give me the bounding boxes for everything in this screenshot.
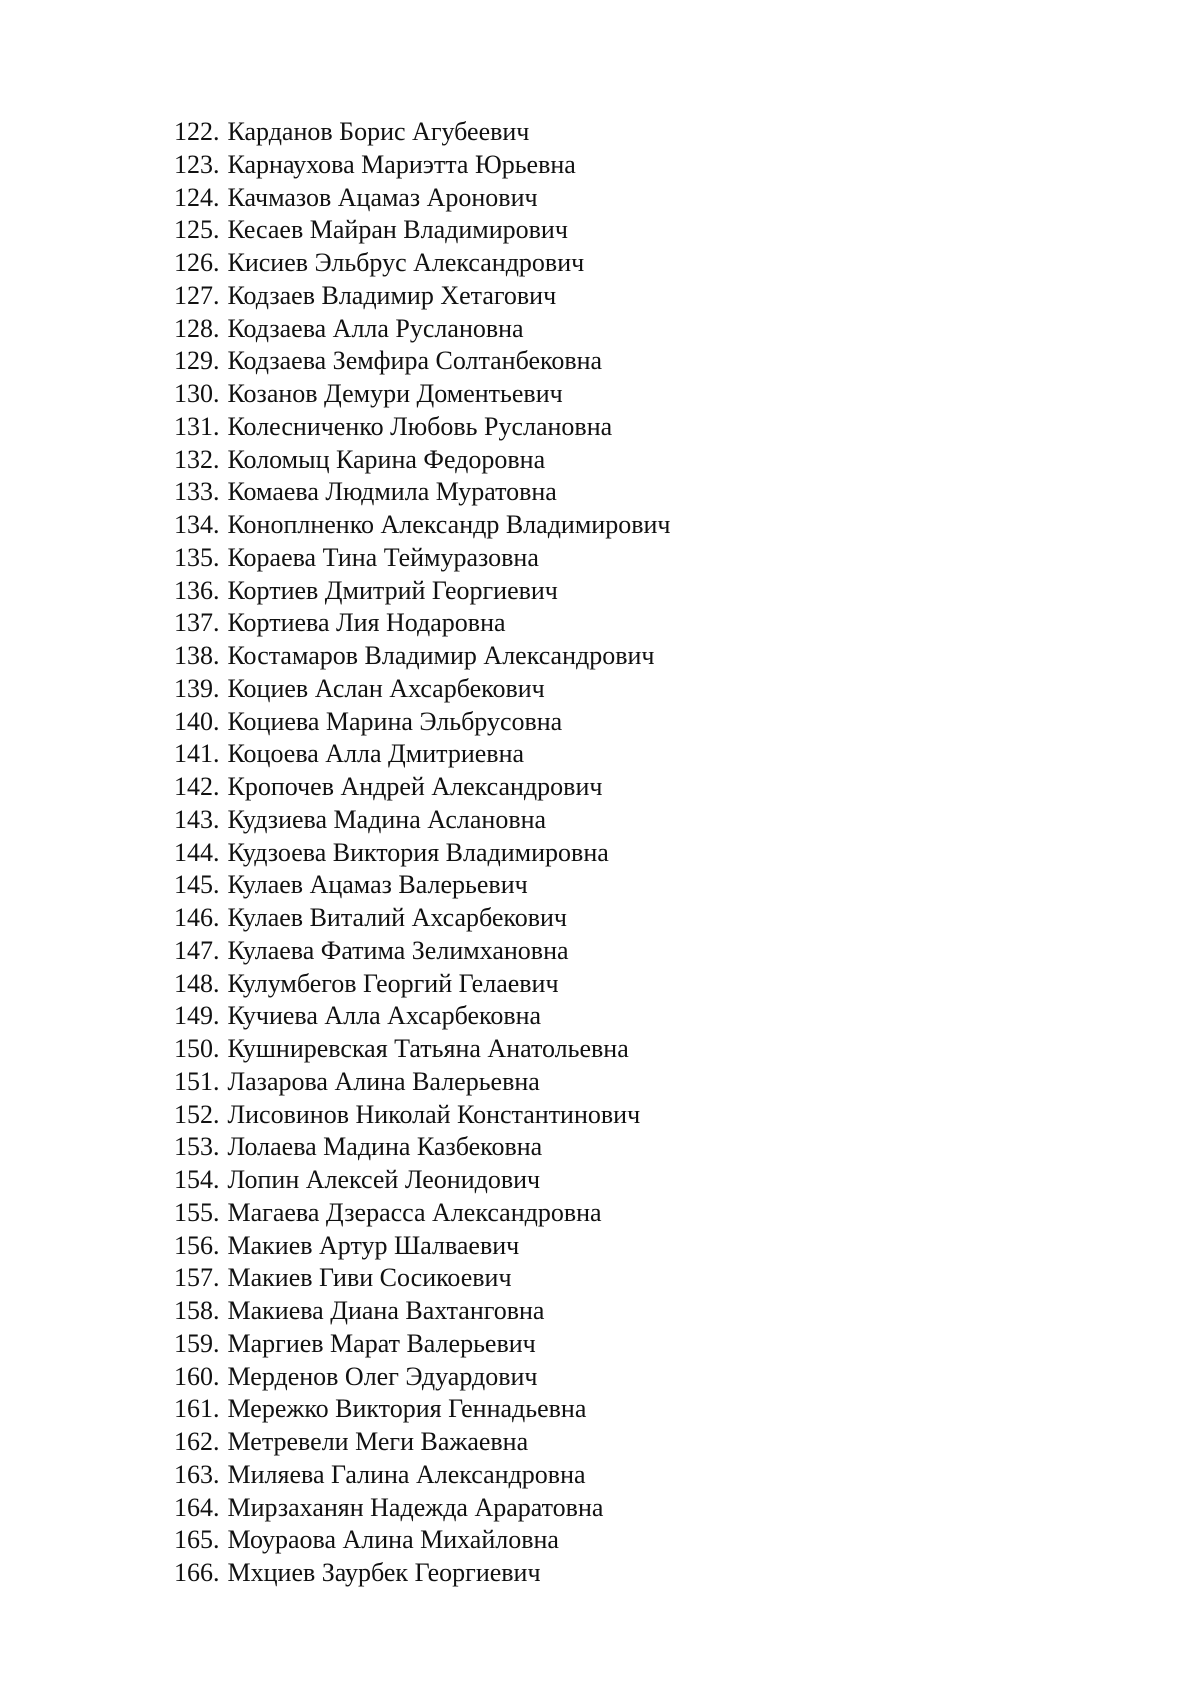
item-name: Магаева Дзерасса Александровна <box>227 1197 602 1227</box>
item-number: 130. <box>174 379 220 408</box>
item-name: Мирзаханян Надежда Араратовна <box>227 1492 604 1522</box>
item-name: Костамаров Владимир Александрович <box>227 641 655 670</box>
item-number: 148. <box>174 968 220 998</box>
list-item <box>174 149 670 182</box>
list-item <box>174 1524 670 1557</box>
item-number: 135. <box>174 542 220 572</box>
item-name: Кортиева Лия Нодаровна <box>227 608 506 638</box>
item-name: Кисиев Эльбрус Александрович <box>227 248 585 277</box>
list-item <box>174 771 670 804</box>
list-item <box>174 1230 670 1263</box>
item-number: 160. <box>174 1361 220 1391</box>
item-number: 141. <box>174 739 220 769</box>
item-name: Мерденов Олег Эдуардович <box>227 1361 538 1391</box>
list-item <box>174 1262 670 1295</box>
item-number: 153. <box>174 1132 220 1162</box>
list-item <box>174 378 670 411</box>
list-item <box>174 182 670 215</box>
list-item <box>174 313 670 346</box>
item-number: 122. <box>174 117 220 146</box>
list-item <box>174 247 670 280</box>
list-item <box>174 1557 670 1590</box>
list-item <box>174 444 670 477</box>
list-item <box>174 706 670 739</box>
item-name: Кортиев Дмитрий Георгиевич <box>227 575 558 605</box>
item-number: 165. <box>174 1525 220 1555</box>
list-item <box>174 607 670 640</box>
name-list <box>174 116 670 1590</box>
item-number: 144. <box>174 837 220 867</box>
item-number: 142. <box>174 772 220 801</box>
item-number: 124. <box>174 182 220 212</box>
item-name: Коноплненко Александр Владимирович <box>227 510 671 539</box>
item-number: 157. <box>174 1263 220 1293</box>
item-number: 154. <box>174 1165 220 1194</box>
item-number: 158. <box>174 1296 220 1325</box>
item-name: Лопин Алексей Леонидович <box>227 1165 541 1194</box>
item-name: Моураова Алина Михайловна <box>227 1525 559 1555</box>
item-number: 166. <box>174 1558 220 1587</box>
item-name: Кушниревская Татьяна Анатольевна <box>227 1034 629 1063</box>
item-number: 146. <box>174 903 220 932</box>
list-item <box>174 542 670 575</box>
item-number: 163. <box>174 1459 220 1489</box>
item-number: 164. <box>174 1492 220 1522</box>
item-name: Кораева Тина Теймуразовна <box>227 542 539 572</box>
list-item <box>174 1131 670 1164</box>
list-item <box>174 804 670 837</box>
item-name: Колесниченко Любовь Руслановна <box>227 411 613 441</box>
item-number: 127. <box>174 280 220 310</box>
item-number: 155. <box>174 1197 220 1227</box>
list-item <box>174 214 670 247</box>
list-item <box>174 345 670 378</box>
item-number: 140. <box>174 706 220 736</box>
item-number: 139. <box>174 673 220 703</box>
item-name: Кудзиева Мадина Аслановна <box>227 804 547 834</box>
item-name: Маргиев Марат Валерьевич <box>227 1328 536 1358</box>
list-item <box>174 640 670 673</box>
item-name: Мережко Виктория Геннадьевна <box>227 1394 587 1424</box>
item-number: 149. <box>174 1001 220 1031</box>
list-item <box>174 1000 670 1033</box>
list-item <box>174 1164 670 1197</box>
item-name: Мхциев Заурбек Георгиевич <box>227 1558 541 1587</box>
item-number: 137. <box>174 608 220 638</box>
list-item <box>174 116 670 149</box>
item-number: 161. <box>174 1394 220 1424</box>
item-name: Кодзаев Владимир Хетагович <box>227 280 557 310</box>
list-item <box>174 476 670 509</box>
list-item <box>174 1393 670 1426</box>
list-item <box>174 869 670 902</box>
item-name: Кесаев Майран Владимирович <box>227 215 568 245</box>
item-number: 152. <box>174 1099 220 1129</box>
item-number: 131. <box>174 411 220 441</box>
item-number: 151. <box>174 1066 220 1096</box>
item-name: Кудзоева Виктория Владимировна <box>227 837 609 867</box>
item-name: Кулаев Ацамаз Валерьевич <box>227 870 528 900</box>
item-name: Комаева Людмила Муратовна <box>227 477 557 507</box>
item-number: 162. <box>174 1427 220 1456</box>
item-number: 134. <box>174 510 220 539</box>
item-name: Макиева Диана Вахтанговна <box>227 1296 545 1325</box>
list-item <box>174 1328 670 1361</box>
item-name: Кулаев Виталий Ахсарбекович <box>227 903 568 932</box>
item-number: 143. <box>174 804 220 834</box>
item-name: Карданов Борис Агубеевич <box>227 117 530 146</box>
list-item <box>174 837 670 870</box>
list-item <box>174 280 670 313</box>
item-name: Кодзаева Алла Руслановна <box>227 313 524 343</box>
list-item <box>174 1066 670 1099</box>
item-name: Макиев Артур Шалваевич <box>227 1230 520 1260</box>
item-number: 123. <box>174 149 220 179</box>
list-item <box>174 1033 670 1066</box>
item-name: Коциев Аслан Ахсарбекович <box>227 673 545 703</box>
item-name: Коломыц Карина Федоровна <box>227 444 546 474</box>
item-name: Кропочев Андрей Александрович <box>227 772 603 801</box>
item-name: Макиев Гиви Сосикоевич <box>227 1263 512 1293</box>
item-number: 138. <box>174 641 220 670</box>
item-name: Качмазов Ацамаз Аронович <box>227 182 538 212</box>
item-name: Коциева Марина Эльбрусовна <box>227 706 563 736</box>
item-number: 159. <box>174 1328 220 1358</box>
item-number: 129. <box>174 346 220 376</box>
item-name: Кодзаева Земфира Солтанбековна <box>227 346 603 376</box>
item-number: 147. <box>174 935 220 965</box>
item-number: 156. <box>174 1230 220 1260</box>
list-item <box>174 935 670 968</box>
item-name: Лазарова Алина Валерьевна <box>227 1066 540 1096</box>
item-name: Кучиева Алла Ахсарбековна <box>227 1001 542 1031</box>
list-item <box>174 738 670 771</box>
item-number: 145. <box>174 870 220 900</box>
list-item <box>174 1295 670 1328</box>
item-name: Лисовинов Николай Константинович <box>227 1099 641 1129</box>
item-number: 125. <box>174 215 220 245</box>
item-name: Коцоева Алла Дмитриевна <box>227 739 525 769</box>
item-name: Кулаева Фатима Зелимхановна <box>227 935 569 965</box>
item-name: Кулумбегов Георгий Гелаевич <box>227 968 559 998</box>
list-item <box>174 411 670 444</box>
list-item <box>174 673 670 706</box>
item-number: 136. <box>174 575 220 605</box>
item-name: Козанов Демури Доментьевич <box>227 379 563 408</box>
item-number: 126. <box>174 248 220 277</box>
list-item <box>174 509 670 542</box>
item-name: Миляева Галина Александровна <box>227 1459 586 1489</box>
list-item <box>174 575 670 608</box>
item-number: 150. <box>174 1034 220 1063</box>
list-item <box>174 968 670 1001</box>
list-item <box>174 902 670 935</box>
list-item <box>174 1197 670 1230</box>
item-number: 132. <box>174 444 220 474</box>
list-item <box>174 1459 670 1492</box>
item-name: Карнаухова Мариэтта Юрьевна <box>227 149 576 179</box>
list-item <box>174 1426 670 1459</box>
item-number: 133. <box>174 477 220 507</box>
item-name: Метревели Меги Важаевна <box>227 1427 529 1456</box>
list-item <box>174 1099 670 1132</box>
list-item <box>174 1492 670 1525</box>
list-item <box>174 1361 670 1394</box>
item-name: Лолаева Мадина Казбековна <box>227 1132 543 1162</box>
item-number: 128. <box>174 313 220 343</box>
